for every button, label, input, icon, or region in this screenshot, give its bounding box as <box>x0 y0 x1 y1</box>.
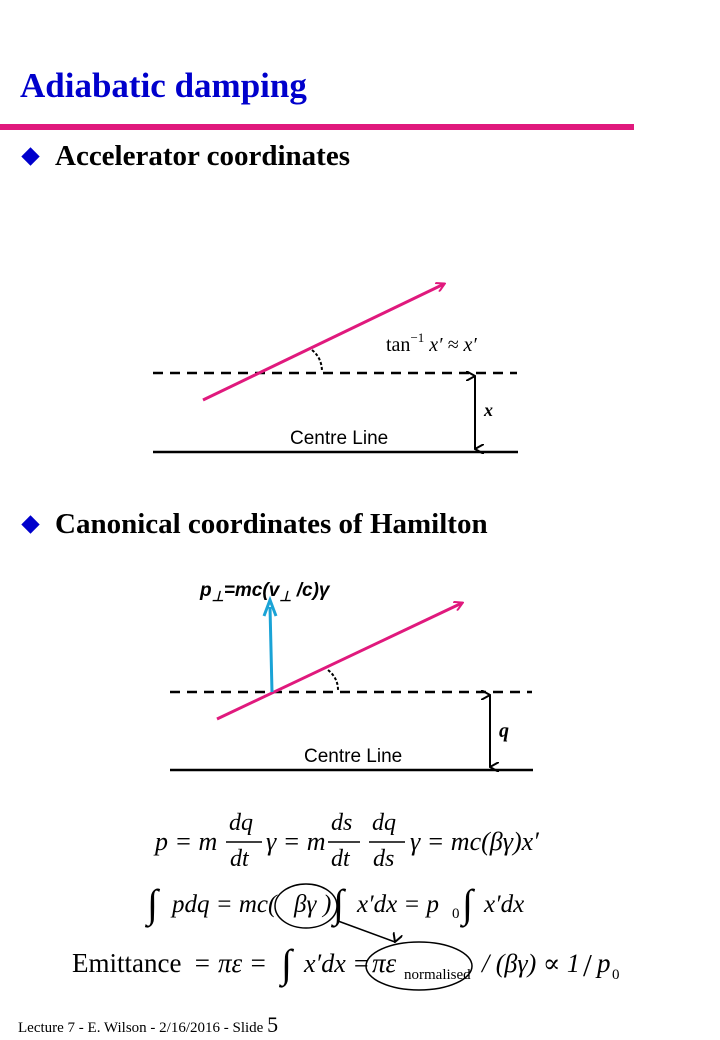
centre-line-label: Centre Line <box>290 428 389 449</box>
angle-label-rest: x′ ≈ x′ <box>424 334 477 356</box>
svg-text:/ (βγ) ∝ 1: / (βγ) ∝ 1 <box>482 949 580 978</box>
svg-text:tan−1 x′ ≈ x′ <box>386 330 477 356</box>
svg-text:ds: ds <box>331 810 353 836</box>
svg-text:x′dx =: x′dx = <box>304 949 370 978</box>
offset-label-x: x <box>484 400 493 420</box>
svg-text:∫: ∫ <box>147 881 158 926</box>
centre-line-label: Centre Line <box>304 746 403 767</box>
equation-action-integral <box>144 881 524 942</box>
angle-label-tan: tan <box>386 334 411 356</box>
svg-text:x′dx: x′dx <box>484 891 525 918</box>
svg-text:ds: ds <box>373 846 395 872</box>
svg-text:p = m: p = m <box>155 827 218 856</box>
svg-text:pdq = mc(: pdq = mc( <box>172 891 277 918</box>
svg-text:∫: ∫ <box>281 941 292 986</box>
momentum-vector-arrow <box>264 600 276 692</box>
diagram-canonical-coordinates <box>170 580 533 770</box>
svg-text:dt: dt <box>230 846 249 872</box>
angle-arc <box>328 670 338 690</box>
svg-text:/: / <box>583 947 592 983</box>
diagram-accelerator-coordinates <box>153 284 518 452</box>
equation-emittance <box>72 941 620 990</box>
slide-title: Adiabatic damping <box>20 66 307 105</box>
slide-footer <box>18 1012 278 1038</box>
svg-text:βγ: βγ <box>294 891 317 918</box>
particle-trajectory-arrow <box>217 603 462 719</box>
svg-text:dt: dt <box>331 846 350 872</box>
svg-text:): ) <box>323 891 332 918</box>
angle-arc <box>312 350 322 372</box>
pointer-arrow <box>338 921 395 942</box>
slide-number: 5 <box>267 1012 279 1037</box>
svg-text:∫: ∫ <box>333 881 344 926</box>
footer-text: Lecture 7 - E. Wilson - 2/16/2016 - Slide <box>18 1020 268 1036</box>
svg-text:dq: dq <box>372 810 396 836</box>
bullet-text: Canonical coordinates of Hamilton <box>55 508 488 540</box>
svg-text:∫: ∫ <box>462 881 473 926</box>
svg-text:p: p <box>597 948 611 978</box>
svg-text:x′dx = p: x′dx = p <box>357 891 440 918</box>
angle-label-exp: −1 <box>410 330 425 345</box>
svg-text:γ = mc(βγ)x′: γ = mc(βγ)x′ <box>410 827 539 856</box>
momentum-label: $p_\perp=mc(v_\perp$ /c)γ <box>200 580 330 604</box>
svg-text:0: 0 <box>452 906 460 922</box>
offset-label-q: q <box>499 720 509 742</box>
svg-text:= πε =: = πε = <box>193 948 268 978</box>
svg-text:0: 0 <box>612 967 620 983</box>
svg-text:dq: dq <box>229 810 253 836</box>
svg-text:Emittance: Emittance <box>72 948 182 978</box>
bullet-text: Accelerator coordinates <box>55 140 350 172</box>
equation-momentum <box>153 810 539 872</box>
svg-text:πε: πε <box>372 948 397 978</box>
svg-text:γ = m: γ = m <box>266 827 326 856</box>
svg-text:normalised: normalised <box>404 967 471 983</box>
